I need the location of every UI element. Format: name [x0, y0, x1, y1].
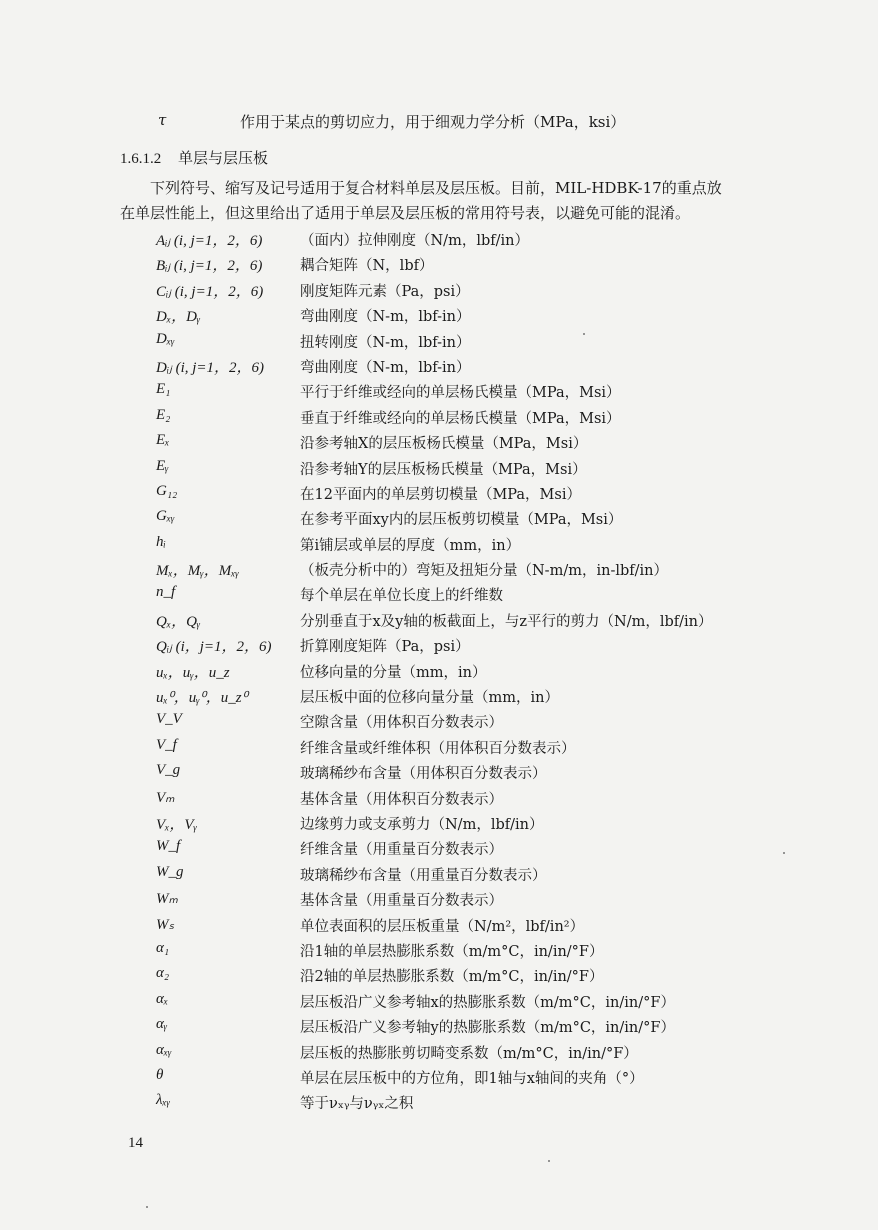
description: 玻璃稀纱布含量（用重量百分数表示）: [300, 867, 547, 884]
description: 弯曲刚度（N-m，lbf-in）: [300, 359, 471, 376]
symbol-row: [156, 1089, 846, 1114]
symbol: uₓ⁰，uᵧ⁰，u_z⁰: [156, 690, 248, 707]
symbol: hᵢ: [156, 533, 166, 550]
symbol-row: [156, 607, 846, 632]
symbol: α₁: [156, 939, 170, 956]
scan-speck: [548, 1160, 550, 1162]
symbol: V_f: [156, 736, 177, 753]
description: 基体含量（用体积百分数表示）: [300, 791, 503, 808]
symbol: V_g: [156, 762, 181, 779]
symbol-row: [156, 226, 846, 251]
symbol: Qᵢⱼ (i，j=1，2，6): [156, 639, 272, 656]
description: 沿1轴的单层热膨胀系数（m/m°C，in/in/°F）: [300, 943, 604, 960]
description: 刚度矩阵元素（Pa，psi）: [300, 283, 470, 300]
symbol-row: [156, 658, 846, 683]
description: 单层在层压板中的方位角，即1轴与x轴间的夹角（°）: [300, 1070, 644, 1087]
symbol-row: [156, 378, 846, 403]
symbol-row: [156, 810, 846, 835]
symbol: Wₘ: [156, 891, 178, 908]
description: 边缘剪力或支承剪力（N/m，lbf/in）: [300, 816, 544, 833]
symbol: αₓᵧ: [156, 1041, 172, 1058]
symbol-row: [156, 632, 846, 657]
description: 空隙含量（用体积百分数表示）: [300, 715, 503, 732]
symbol: Dₓᵧ: [156, 330, 175, 347]
description: 层压板沿广义参考轴y的热膨胀系数（m/m°C，in/in/°F）: [300, 1020, 675, 1037]
description: 沿参考轴X的层压板杨氏模量（MPa，Msi）: [300, 436, 588, 453]
description: 基体含量（用重量百分数表示）: [300, 893, 503, 910]
description: 纤维含量（用重量百分数表示）: [300, 842, 503, 859]
symbol-row: [156, 480, 846, 505]
description: 层压板中面的位移向量分量（mm，in）: [300, 690, 559, 707]
description: 位移向量的分量（mm，in）: [300, 664, 487, 681]
symbol-list: [156, 226, 846, 1115]
symbol-row: [156, 556, 846, 581]
symbol-row: [156, 683, 846, 708]
symbol: Vₓ，Vᵧ: [156, 816, 198, 833]
symbol: Eᵧ: [156, 457, 169, 474]
symbol: n_f: [156, 584, 176, 601]
symbol-row: [156, 404, 846, 429]
symbol: Dᵢⱼ (i, j=1，2，6): [156, 359, 265, 376]
description: 扭转刚度（N-m，lbf-in）: [300, 334, 471, 351]
symbol-row: [156, 353, 846, 378]
description: 垂直于纤维或经向的单层杨氏模量（MPa，Msi）: [300, 410, 621, 427]
symbol: τ: [158, 111, 167, 129]
section-heading: [120, 147, 268, 168]
description: 沿参考轴Y的层压板杨氏模量（MPa，Msi）: [300, 461, 587, 478]
symbol: Aᵢⱼ (i, j=1，2，6): [156, 233, 263, 249]
description: 单位表面积的层压板重量（N/m²，lbf/in²）: [300, 918, 585, 935]
symbol: Mₓ，Mᵧ，Mₓᵧ: [156, 563, 239, 580]
symbol: λₓᵧ: [156, 1092, 171, 1109]
description: （面内）拉伸刚度（N/m，lbf/in）: [300, 233, 529, 249]
symbol-row: [156, 302, 846, 327]
symbol-row: [156, 328, 846, 353]
symbol-row: [156, 251, 846, 276]
scan-speck: [783, 852, 785, 854]
description: 等于νₓᵧ与νᵧₓ之积: [300, 1096, 414, 1113]
description: 层压板沿广义参考轴x的热膨胀系数（m/m°C，in/in/°F）: [300, 994, 675, 1011]
symbol-row: [156, 734, 846, 759]
symbol-row: [156, 1013, 846, 1038]
intro-paragraph: [120, 176, 760, 226]
symbol-row: [156, 962, 846, 987]
symbol-row: [156, 861, 846, 886]
description: 沿2轴的单层热膨胀系数（m/m°C，in/in/°F）: [300, 969, 604, 986]
symbol-row: [156, 277, 846, 302]
symbol: Qₓ，Qᵧ: [156, 613, 201, 630]
symbol-row: [156, 708, 846, 733]
symbol: Eₓ: [156, 432, 170, 449]
symbol-row: [156, 581, 846, 606]
description: 耦合矩阵（N，lbf）: [300, 258, 434, 275]
section-number: 1.6.1.2: [120, 151, 162, 167]
description: 平行于纤维或经向的单层杨氏模量（MPa，Msi）: [300, 385, 621, 402]
description: 层压板的热膨胀剪切畸变系数（m/m°C，in/in/°F）: [300, 1045, 638, 1062]
symbol: E₂: [156, 406, 171, 423]
symbol-row: [156, 835, 846, 860]
description: 弯曲刚度（N-m，lbf-in）: [300, 309, 471, 326]
description: 纤维含量或纤维体积（用体积百分数表示）: [300, 740, 576, 757]
section-title: 单层与层压板: [178, 149, 269, 167]
scan-speck: [146, 1206, 148, 1208]
symbol-row: [156, 937, 846, 962]
symbol-row: [156, 988, 846, 1013]
description: （板壳分析中的）弯矩及扭矩分量（N-m/m，in-lbf/in）: [300, 563, 668, 580]
symbol: W_g: [156, 863, 184, 880]
symbol: α₂: [156, 965, 170, 982]
symbol: αₓ: [156, 990, 169, 1007]
symbol: Gₓᵧ: [156, 508, 175, 525]
description: 在参考平面xy内的层压板剪切模量（MPa，Msi）: [300, 512, 623, 529]
symbol-row: [156, 531, 846, 556]
symbol: θ: [156, 1066, 164, 1083]
symbol-row: [156, 759, 846, 784]
symbol: W_f: [156, 838, 181, 855]
description: 分别垂直于x及y轴的板截面上，与z平行的剪力（N/m，lbf/in）: [300, 613, 713, 630]
description: 每个单层在单位长度上的纤维数: [300, 588, 503, 605]
description: 作用于某点的剪切应力，用于细观力学分析（MPa，ksi）: [240, 113, 626, 131]
symbol: Wₛ: [156, 916, 175, 933]
symbol: Cᵢⱼ (i, j=1，2，6): [156, 283, 264, 300]
symbol: V_V: [156, 711, 182, 728]
intro-line: 下列符号、缩写及记号适用于复合材料单层及层压板。目前，MIL-HDBK-17的重点放: [150, 179, 722, 197]
intro-line: 在单层性能上，但这里给出了适用于单层及层压板的常用符号表，以避免可能的混淆。: [120, 204, 691, 222]
symbol: Bᵢⱼ (i, j=1，2，6): [156, 258, 263, 275]
symbol-row: [156, 1064, 846, 1089]
symbol-row: [156, 1039, 846, 1064]
symbol: Dₓ，Dᵧ: [156, 309, 201, 326]
symbol-row: [156, 505, 846, 530]
symbol: G₁₂: [156, 482, 178, 499]
symbol: Vₘ: [156, 789, 175, 806]
symbol-row: [156, 785, 846, 810]
description: 在12平面内的单层剪切模量（MPa，Msi）: [300, 486, 581, 503]
symbol-row: [156, 429, 846, 454]
page-number: 14: [128, 1135, 143, 1151]
description: 折算刚度矩阵（Pa，psi）: [300, 639, 470, 656]
symbol-row: [156, 886, 846, 911]
scan-speck: [583, 333, 585, 335]
description: 第i铺层或单层的厚度（mm，in）: [300, 537, 521, 554]
symbol-row: [156, 912, 846, 937]
symbol: E₁: [156, 381, 171, 398]
symbol-row: [156, 455, 846, 480]
symbol: uₓ，uᵧ，u_z: [156, 664, 230, 681]
symbol: αᵧ: [156, 1016, 168, 1033]
description: 玻璃稀纱布含量（用体积百分数表示）: [300, 766, 547, 783]
